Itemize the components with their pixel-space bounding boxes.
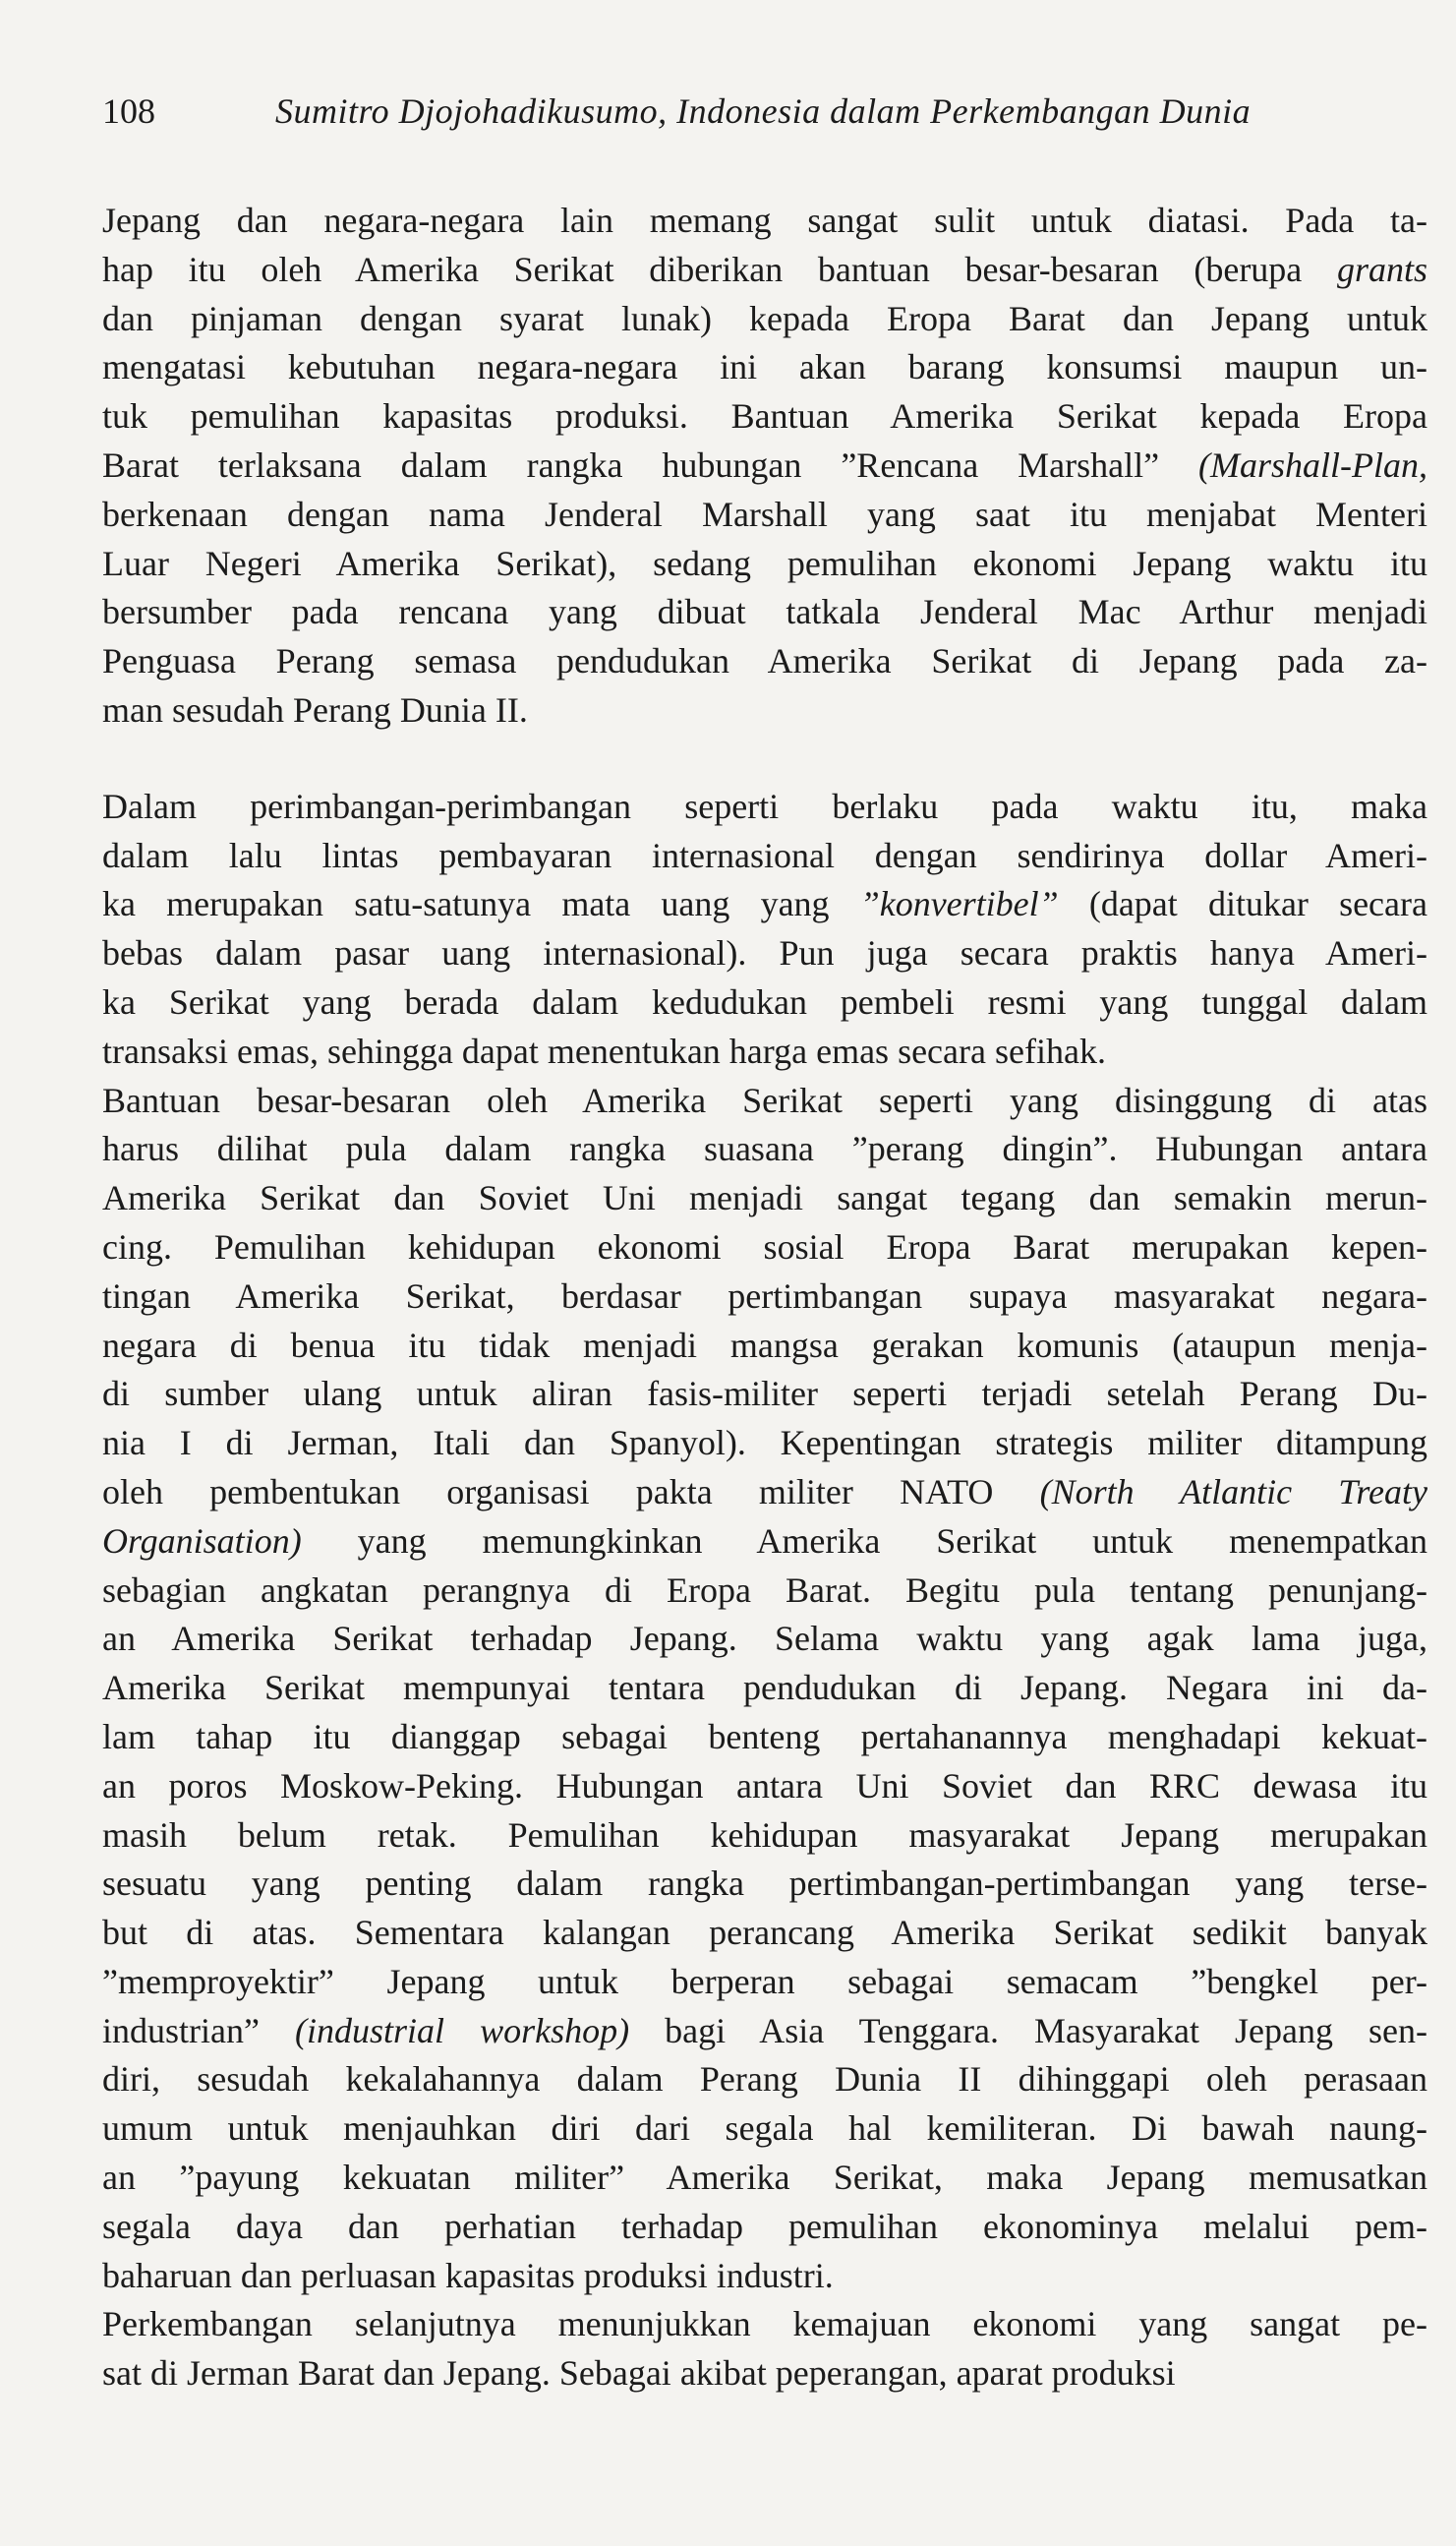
text-line: Jepang dan negara-negara lain memang sangat sulit untuk diatasi. Pada ta- (102, 201, 1427, 240)
paragraph (102, 197, 1427, 736)
text-line: transaksi emas, sehingga dapat menentukan harga emas secara sefihak. (102, 1031, 1106, 1071)
text-line: masih belum retak. Pemulihan kehidupan masyarakat Jepang merupakan (102, 1814, 1427, 1855)
text-line: baharuan dan perluasan kapasitas produksi industri. (102, 2255, 834, 2295)
text-line: sat di Jerman Barat dan Jepang. Sebagai akibat peperangan, aparat produksi (102, 2353, 1176, 2394)
text-line: mengatasi kebutuhan negara-negara ini akan barang konsumsi maupun un- (102, 347, 1427, 387)
text-line: tuk pemulihan kapasitas produksi. Bantuan Amerika Serikat kepada Eropa (102, 396, 1427, 437)
text-line: but di atas. Sementara kalangan perancang Amerika Serikat sedikit banyak (102, 1913, 1427, 1953)
text-line: bersumber pada rencana yang dibuat tatkala Jenderal Mac Arthur menjadi (102, 592, 1427, 632)
text-line: ”memproyektir” Jepang untuk berperan sebagai semacam ”bengkel per- (102, 1961, 1427, 2001)
text-line: man sesudah Perang Dunia II. (102, 689, 528, 730)
text-line: Barat terlaksana dalam rangka hubungan ”Rencana Marshall” (Marshall-Plan, (102, 444, 1427, 485)
text-line: Luar Negeri Amerika Serikat), sedang pemulihan ekonomi Jepang waktu itu (102, 543, 1427, 583)
text-line: cing. Pemulihan kehidupan ekonomi sosial Eropa Barat merupakan kepen- (102, 1226, 1427, 1267)
text-line: hap itu oleh Amerika Serikat diberikan bantuan besar-besaran (berupa grants (102, 249, 1427, 289)
text-line: an Amerika Serikat terhadap Jepang. Selama waktu yang agak lama juga, (102, 1619, 1427, 1659)
text-line: berkenaan dengan nama Jenderal Marshall yang saat itu menjabat Menteri (102, 494, 1427, 534)
text-line: Dalam perimbangan-perimbangan seperti berlaku pada waktu itu, maka (102, 786, 1427, 826)
paragraph (102, 783, 1427, 2398)
text-line: industrian” (industrial workshop) bagi Asia Tenggara. Masyarakat Jepang sen- (102, 2010, 1427, 2050)
paragraph-gap (102, 736, 1427, 783)
text-line: Organisation) yang memungkinkan Amerika Serikat untuk menempatkan (102, 1520, 1427, 1561)
text-line: Perkembangan selanjutnya menunjukkan kemajuan ekonomi yang sangat pe- (102, 2304, 1427, 2344)
text-line: negara di benua itu tidak menjadi mangsa gerakan komunis (ataupun menja- (102, 1325, 1427, 1365)
text-line: nia I di Jerman, Itali dan Spanyol). Kepentingan strategis militer ditampung (102, 1423, 1427, 1463)
running-header (102, 87, 1321, 136)
text-line: dalam lalu lintas pembayaran internasional dengan sendirinya dollar Ameri- (102, 835, 1427, 875)
text-line: diri, sesudah kekalahannya dalam Perang Dunia II dihinggapi oleh perasaan (102, 2059, 1427, 2100)
text-line: Penguasa Perang semasa pendudukan Amerika Serikat di Jepang pada za- (102, 641, 1427, 681)
text-line: harus dilihat pula dalam rangka suasana ”perang dingin”. Hubungan antara (102, 1129, 1427, 1169)
running-title: Sumitro Djojohadikusumo, Indonesia dalam Perkembangan Dunia (275, 91, 1252, 131)
text-line: sebagian angkatan perangnya di Eropa Barat. Begitu pula tentang penunjang- (102, 1569, 1427, 1610)
text-line: bebas dalam pasar uang internasional). Pun juga secara praktis hanya Ameri- (102, 933, 1427, 974)
text-line: umum untuk menjauhkan diri dari segala hal kemiliteran. Di bawah naung- (102, 2108, 1427, 2149)
text-line: ka merupakan satu-satunya mata uang yang ”konvertibel” (dapat ditukar secara (102, 884, 1427, 924)
page-number: 108 (102, 91, 155, 131)
text-line: Amerika Serikat dan Soviet Uni menjadi sangat tegang dan semakin merun- (102, 1178, 1427, 1218)
text-line: dan pinjaman dengan syarat lunak) kepada Eropa Barat dan Jepang untuk (102, 298, 1427, 338)
text-line: di sumber ulang untuk aliran fasis-militer seperti terjadi setelah Perang Du- (102, 1374, 1427, 1414)
text-line: ka Serikat yang berada dalam kedudukan pembeli resmi yang tunggal dalam (102, 981, 1427, 1022)
body-text (102, 197, 1427, 2398)
text-line: an poros Moskow-Peking. Hubungan antara Uni Soviet dan RRC dewasa itu (102, 1765, 1427, 1806)
text-line: oleh pembentukan organisasi pakta militer NATO (North Atlantic Treaty (102, 1471, 1427, 1511)
text-line: sesuatu yang penting dalam rangka pertimbangan-pertimbangan yang terse- (102, 1864, 1427, 1904)
text-line: Amerika Serikat mempunyai tentara pendudukan di Jepang. Negara ini da- (102, 1668, 1427, 1708)
text-line: lam tahap itu dianggap sebagai benteng pertahanannya menghadapi kekuat- (102, 1716, 1427, 1756)
text-line: an ”payung kekuatan militer” Amerika Serikat, maka Jepang memusatkan (102, 2158, 1427, 2198)
text-line: Bantuan besar-besaran oleh Amerika Serikat seperti yang disinggung di atas (102, 1080, 1427, 1120)
text-line: tingan Amerika Serikat, berdasar pertimbangan supaya masyarakat negara- (102, 1275, 1427, 1316)
text-line: segala daya dan perhatian terhadap pemulihan ekonominya melalui pem- (102, 2206, 1427, 2246)
